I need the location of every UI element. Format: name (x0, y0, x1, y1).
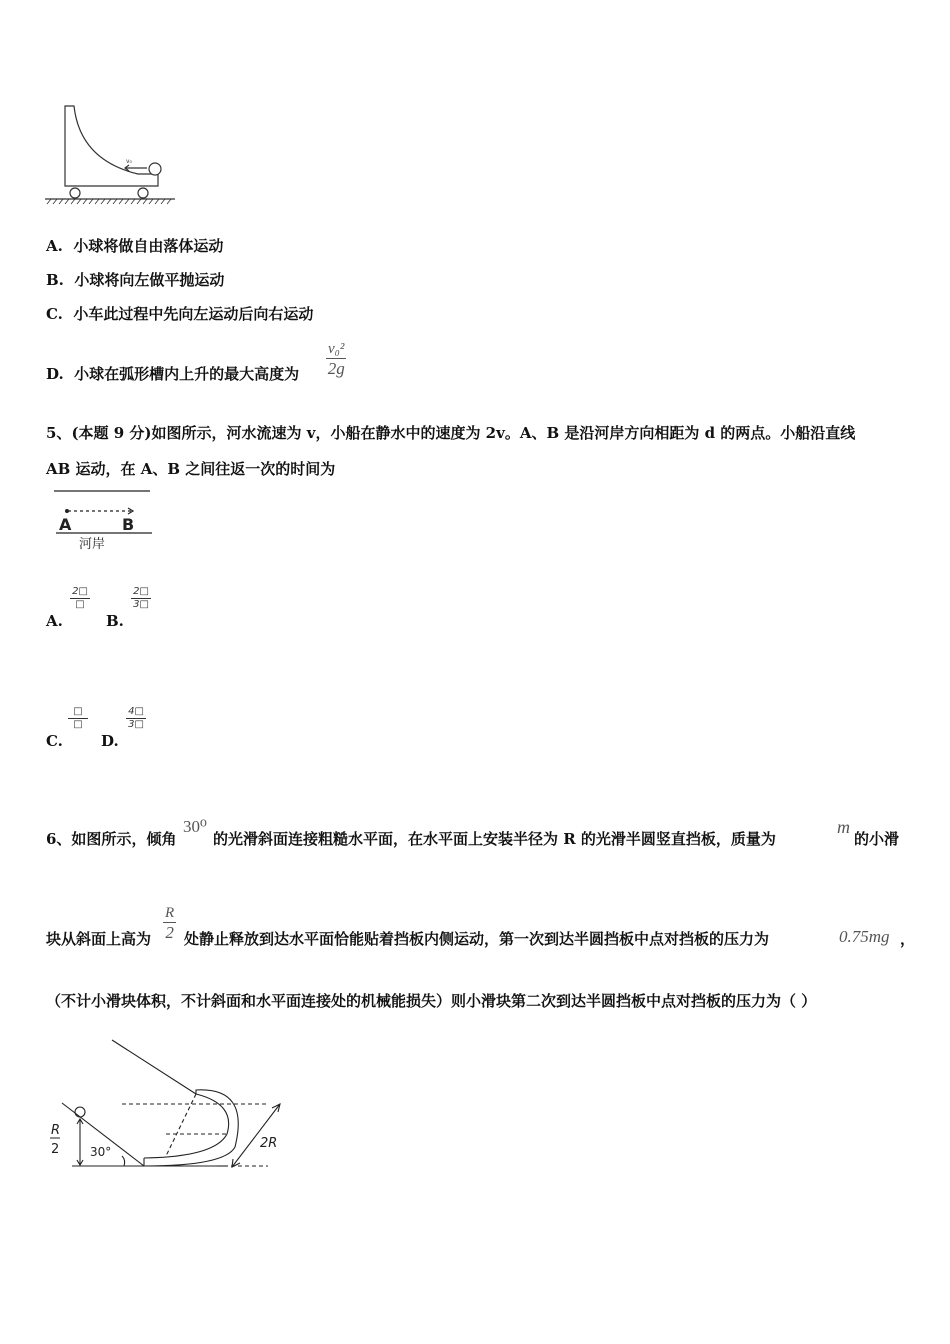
q6-stem-line1c: 的小滑 (854, 830, 900, 848)
q5-option-d-formula: $\frac{4□}{3□}$ (126, 706, 146, 731)
q4-option-d-formula: $\frac{\text{v₀²}}{2g}$ (327, 341, 345, 378)
q5-option-b-formula: $\frac{2□}{3□}$ (131, 586, 151, 611)
q6-stem-line2b: 处静止释放到达水平面恰能贴着挡板内侧运动，第一次到达半圆挡板中点对挡板的压力为 (184, 930, 770, 948)
label-r: R (51, 1123, 61, 1138)
q6-stem-line1a: 6、如图所示，倾角 (46, 830, 177, 848)
river-figure (48, 484, 158, 554)
q6-height-formula: $\frac{R}{2}$ (165, 905, 175, 942)
label-2r: 2R (260, 1136, 278, 1151)
q5-option-d-key[interactable]: D. (101, 732, 119, 750)
q5-stem-line1: 5、(本题 9 分)如图所示，河水流速为 v，小船在静水中的速度为 2v。A、B 是沿河岸方向相距为 d 的两点。小船沿直线 (46, 424, 856, 442)
q4-option-d[interactable]: D. 小球在弧形槽内上升的最大高度为 (46, 365, 300, 383)
label-a: A (59, 515, 72, 534)
q5-stem-line2: AB 运动，在 A、B 之间往返一次的时间为 (46, 460, 336, 478)
q6-force: 0.75mg (839, 927, 890, 946)
v0-label: v₀ (126, 158, 132, 165)
q6-stem-line1b: 的光滑斜面连接粗糙水平面，在水平面上安装半径为 R 的光滑半圆竖直挡板，质量为 (213, 830, 776, 848)
label-angle: 30° (90, 1145, 112, 1159)
q6-angle: 30⁰ (183, 817, 207, 836)
q5-option-a-formula: 2□ □ (70, 586, 90, 611)
q6-stem-line3: （不计小滑块体积，不计斜面和水平面连接处的机械能损失）则小滑块第二次到达半圆挡板中点对挡板的压力为（ ） (46, 992, 817, 1010)
q6-stem-line2a: 块从斜面上高为 (46, 930, 152, 948)
q5-option-a-key[interactable]: A. (46, 612, 63, 630)
q5-option-c-formula: □ □ (68, 706, 88, 731)
q4-option-c[interactable]: C. 小车此过程中先向左运动后向右运动 (46, 305, 314, 323)
q6-mass: m (837, 817, 850, 837)
label-2: 2 (51, 1142, 60, 1157)
cart-figure (40, 98, 180, 208)
label-bank: 河岸 (79, 537, 106, 552)
q5-option-b-key[interactable]: B. (106, 612, 124, 630)
q5-option-c-key[interactable]: C. (46, 732, 63, 750)
q6-stem-line2c: ， (900, 930, 916, 948)
slope-figure (40, 1032, 300, 1177)
q4-option-b[interactable]: B. 小球将向左做平抛运动 (46, 271, 225, 289)
label-b: B (122, 515, 135, 534)
q4-option-a[interactable]: A. 小球将做自由落体运动 (46, 237, 224, 255)
